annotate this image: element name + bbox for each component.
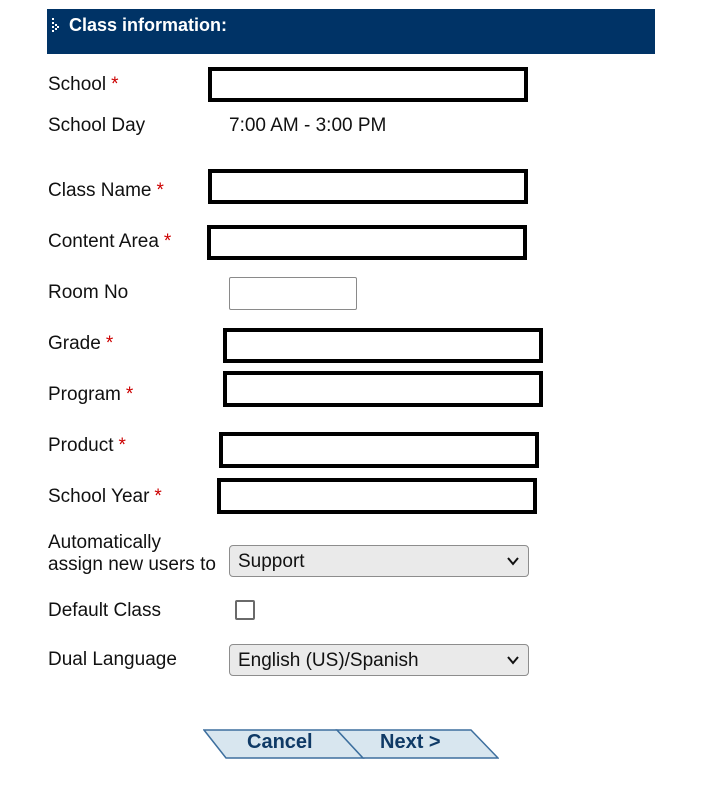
section-header <box>47 9 655 54</box>
next-button[interactable]: Next > <box>380 731 441 753</box>
product-label: Product * <box>48 435 126 456</box>
section-title: Class information: <box>69 15 228 35</box>
school-day-label: School Day <box>48 115 146 136</box>
room-no-input[interactable] <box>229 277 357 310</box>
default-class-checkbox[interactable] <box>235 600 255 620</box>
content-area-label: Content Area * <box>48 231 172 252</box>
required-marker: * <box>118 435 126 456</box>
dual-language-select[interactable] <box>229 644 529 676</box>
required-marker: * <box>156 180 164 201</box>
required-marker: * <box>111 74 119 95</box>
grade-field-redacted[interactable] <box>223 328 543 363</box>
chevron-down-icon <box>506 554 520 568</box>
required-marker: * <box>105 333 114 354</box>
default-class-label: Default Class <box>48 600 161 621</box>
program-label: Program * <box>48 384 134 405</box>
chevron-down-icon <box>506 653 520 667</box>
program-field-redacted[interactable] <box>223 371 543 407</box>
dual-language-selected: English (US)/Spanish <box>238 650 419 671</box>
dual-language-label: Dual Language <box>48 649 177 670</box>
school-field-redacted[interactable] <box>208 67 528 102</box>
product-field-redacted[interactable] <box>219 432 539 468</box>
class-name-label: Class Name * <box>48 180 164 201</box>
auto-assign-selected: Support <box>238 551 305 572</box>
auto-assign-label: Automatically assign new users to <box>48 532 216 575</box>
required-marker: * <box>125 384 134 405</box>
content-area-field-redacted[interactable] <box>207 225 527 260</box>
required-marker: * <box>154 486 162 507</box>
wizard-buttons <box>203 729 499 759</box>
auto-assign-select[interactable] <box>229 545 529 577</box>
school-label: School * <box>48 74 119 95</box>
room-no-label: Room No <box>48 282 129 303</box>
class-name-field-redacted[interactable] <box>208 169 528 204</box>
required-marker: * <box>163 231 172 252</box>
school-day-value: 7:00 AM - 3:00 PM <box>229 115 387 136</box>
cancel-button[interactable]: Cancel <box>247 731 313 753</box>
school-year-label: School Year * <box>48 486 162 507</box>
school-year-field-redacted[interactable] <box>217 478 537 514</box>
grip-icon <box>52 18 60 34</box>
grade-label: Grade * <box>48 333 114 354</box>
